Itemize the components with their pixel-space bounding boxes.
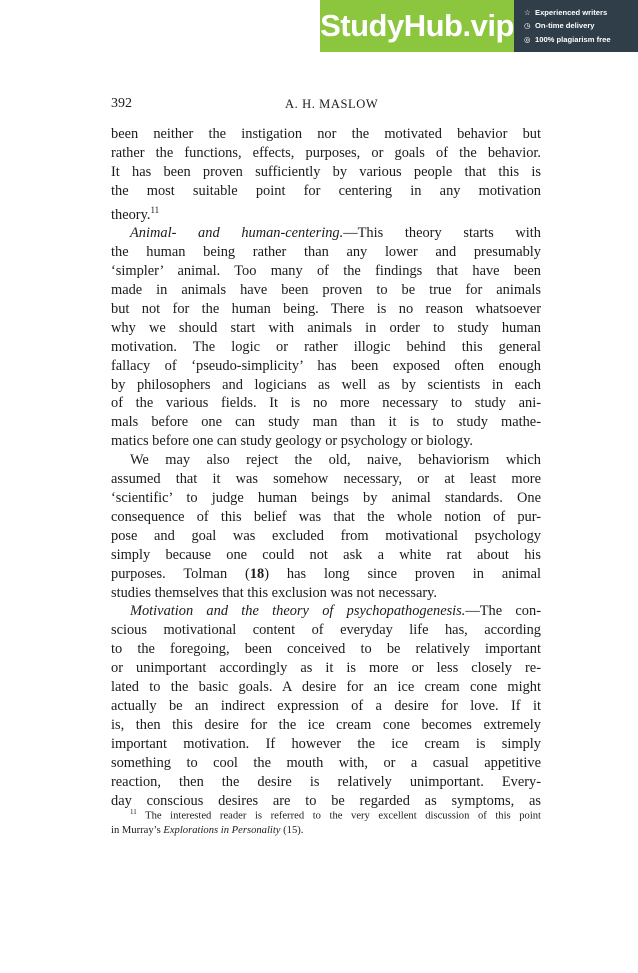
footnote-line: $^{11}$ The interested reader is referred to the very excellent discussion of this point <box>130 808 541 822</box>
text-line: motivation. The logic or rather illogic behind this general <box>111 338 541 355</box>
text-line: is, then this desire for the ice cream cone becomes extremely <box>111 716 541 733</box>
clock-icon: ◷ <box>524 21 531 31</box>
feature-label: Experienced writers <box>535 8 608 17</box>
feature-item <box>524 19 638 32</box>
text-line: It has been proven sufficiently by various people that this is <box>111 163 541 180</box>
text-line: Motivation and the theory of psychopathogenesis.—The con- <box>130 603 541 620</box>
text-line: ‘simpler’ animal. Too many of the findings that have been <box>111 263 541 280</box>
ad-banner[interactable] <box>320 0 638 52</box>
text-line: consequence of this belief was that the whole notion of pur- <box>111 508 541 525</box>
section-heading: Animal- and human-centering. <box>130 225 344 242</box>
text-line: scious motivational content of everyday life has, according <box>111 622 541 639</box>
text-line: but not for the human being. There is no reason whatsoever <box>111 300 541 317</box>
text-line: assumed that it was somehow necessary, or at least more <box>111 471 541 488</box>
text-line: studies themselves that this exclusion was not necessary. <box>111 584 437 601</box>
text-line: simply because one could not ask a white rat about his <box>111 546 541 563</box>
text-line: fallacy of ‘pseudo-simplicity’ has been exposed often enough <box>111 357 541 374</box>
badge-icon: ◎ <box>524 34 531 44</box>
text-line: day conscious desires are to be regarded as symptoms, as <box>111 792 541 809</box>
feature-item <box>524 33 638 46</box>
body-text <box>111 125 541 810</box>
feature-label: On-time delivery <box>535 21 595 31</box>
text-line: Animal- and human-centering.—This theory starts with <box>130 225 541 242</box>
section-heading: Motivation and the theory of psychopathogenesis. <box>130 603 466 620</box>
footnote-marker: 11 <box>130 808 137 816</box>
text-line: lated to the basic goals. A desire for an ice cream cone might <box>111 679 541 696</box>
text-line: the most suitable point for centering in any motivation <box>111 182 541 199</box>
brand-logo[interactable] <box>320 0 514 52</box>
text-line: ‘scientific’ to judge human beings by animal standards. One <box>111 490 541 507</box>
star-icon: ☆ <box>524 8 531 17</box>
text-line: We may also reject the old, naive, behaviorism which <box>130 452 541 469</box>
text-line: purposes. Tolman (18) has long since proven in animal <box>111 565 541 582</box>
footnote-line: in Murray’s Explorations in Personality (15). <box>111 824 304 836</box>
text-line: why we should start with animals in order to study human <box>111 319 541 336</box>
feature-list <box>514 0 638 52</box>
brand-name: StudyHub.vip <box>320 8 514 43</box>
text-line: reaction, then the desire is relatively unimportant. Every- <box>111 773 541 790</box>
text-line: actually be an indirect expression of a desire for love. If it <box>111 697 541 714</box>
text-line: something to cool the mouth with, or a casual appetitive <box>111 754 541 771</box>
footnote-ref: 11 <box>150 204 160 215</box>
text-line: the human being rather than any lower and presumably <box>111 244 541 261</box>
text-line: been neither the instigation nor the motivated behavior but <box>111 126 541 142</box>
text-line: rather the functions, effects, purposes, or goals of the behavior. <box>111 144 541 161</box>
page-number: 392 <box>111 96 132 111</box>
text-line: important motivation. If however the ice cream is simply <box>111 735 541 752</box>
text-line: or unimportant accordingly as it is more or less closely re- <box>111 660 541 677</box>
text-line: matics before one can study geology or psychology or biology. <box>111 433 473 450</box>
book-title: Explorations in Personality <box>163 824 281 836</box>
footnote <box>111 805 541 838</box>
feature-label: 100% plagiarism free <box>535 34 611 44</box>
text-line: mals before one can study man than it is to study mathe- <box>111 414 541 431</box>
text-line: theory.$^{11}$ <box>111 204 160 223</box>
text-line: by philosophers and logicians as well as by scientists in each <box>111 376 541 393</box>
text-line: made in animals have been proven to be true for animals <box>111 282 541 299</box>
feature-item <box>524 6 638 19</box>
text-line: to the foregoing, been conceived to be relatively important <box>111 641 541 658</box>
citation: 18 <box>249 565 265 582</box>
running-head: A. H. MASLOW <box>285 97 379 111</box>
text-line: of the various fields. It is no more necessary to study ani- <box>111 395 541 412</box>
text-line: pose and goal was excluded from motivational psychology <box>111 527 541 544</box>
